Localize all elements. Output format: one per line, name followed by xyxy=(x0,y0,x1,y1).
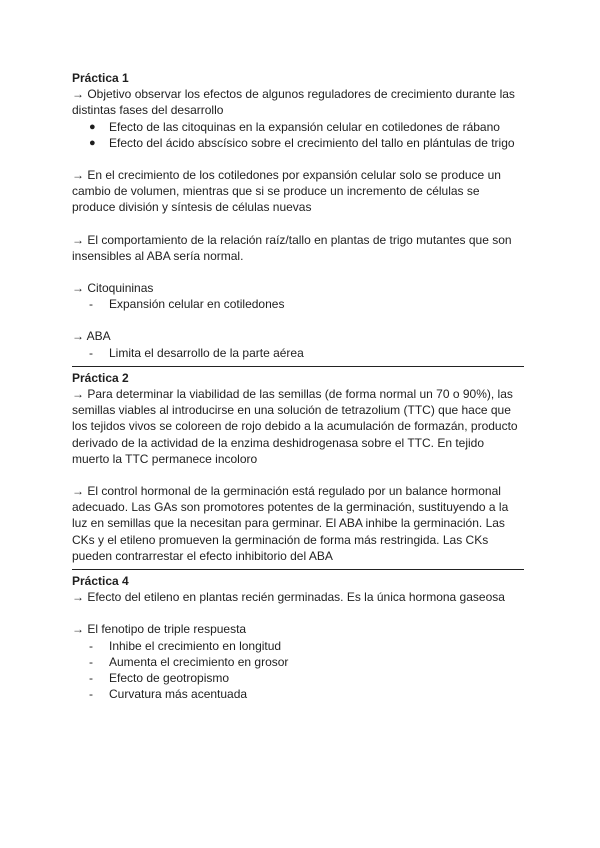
section-divider xyxy=(72,366,524,367)
dash-marker: - xyxy=(89,345,93,360)
aba-heading: → ABA xyxy=(72,329,111,344)
aba-list xyxy=(72,345,524,361)
list-item: - Expansión celular en cotiledones xyxy=(89,297,285,312)
triple-response-heading: → El fenotipo de triple respuesta xyxy=(72,622,247,637)
document-page xyxy=(72,70,524,703)
section-title-practica-2: Práctica 2 xyxy=(72,370,129,385)
triple-response-list xyxy=(72,638,524,703)
paragraph-objective: → Objetivo observar los efectos de algunos reguladores de crecimiento durante las distintas fases del desarrollo xyxy=(72,87,515,118)
paragraph-ethylene: → Efecto del etileno en plantas recién germinadas. Es la única hormona gaseosa xyxy=(72,590,505,605)
bullet-marker: ● xyxy=(89,120,96,133)
list-item: ● Efecto de las citoquinas en la expansión celular en cotiledones de rábano xyxy=(89,119,500,134)
dash-marker: - xyxy=(89,638,93,653)
list-item: ● Efecto del ácido abscísico sobre el crecimiento del tallo en plántulas de trigo xyxy=(89,135,515,150)
dash-marker: - xyxy=(89,654,93,669)
list-item: - Inhibe el crecimiento en longitud xyxy=(89,638,282,653)
list-item: - Limita el desarrollo de la parte aérea xyxy=(89,345,304,360)
objectives-list xyxy=(72,119,524,151)
paragraph-cotyledon-growth: → En el crecimiento de los cotiledones por expansión celular solo se produce un cambio de volumen, mientras que si se produce un incremento de células se produce división y síntesis de células nuevas xyxy=(72,168,501,215)
citoquininas-list xyxy=(72,296,524,312)
list-item: - Efecto de geotropismo xyxy=(89,671,230,686)
paragraph-seed-viability: → Para determinar la viabilidad de las semillas (de forma normal un 70 o 90%), las semillas viables al introducirse en una solución de tetrazolium (TTC) que hace que los tejidos vivos se coloreen de rojo debido a la acumulación de formazán, producto derivado de la actividad de la enzima deshidrogenasa sobre el TTC. En tejido muerto la TTC permanece incoloro xyxy=(72,387,518,466)
section-title-practica-4: Práctica 4 xyxy=(72,574,129,589)
dash-marker: - xyxy=(89,687,93,702)
bullet-marker: ● xyxy=(89,136,96,149)
section-title-practica-1: Práctica 1 xyxy=(72,71,129,85)
citoquininas-heading: → Citoquininas xyxy=(72,281,154,296)
paragraph-hormonal-control: → El control hormonal de la germinación está regulado por un balance hormonal adecuado. Las GAs son promotores potentes de la germinación, sustituyendo a la luz en semillas que la necesitan para germinar. El ABA inhibe la germinación. Las CKs y el etileno promueven la germinación de forma más restringida. Las CKs pueden contrarrestar el efecto inhibitorio del ABA xyxy=(72,484,509,563)
dash-marker: - xyxy=(89,671,93,686)
paragraph-root-shoot-ratio: → El comportamiento de la relación raíz/tallo en plantas de trigo mutantes que son insensibles al ABA sería normal. xyxy=(72,232,512,263)
list-item: - Curvatura más acentuada xyxy=(89,687,248,702)
section-divider xyxy=(72,569,524,570)
dash-marker: - xyxy=(89,297,93,312)
list-item: - Aumenta el crecimiento en grosor xyxy=(89,654,289,669)
